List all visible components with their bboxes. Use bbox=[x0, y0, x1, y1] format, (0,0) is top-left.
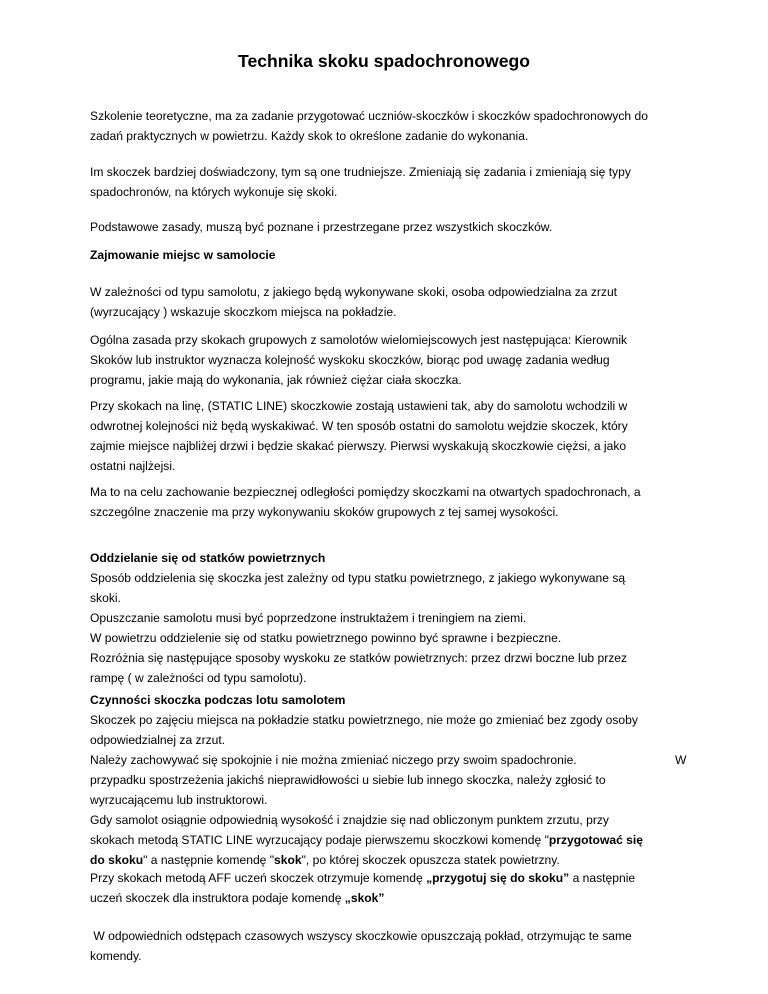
text-line: Ogólna zasada przy skokach grupowych z samolotów wielomiejscowych jest następująca: Kierownik bbox=[90, 333, 628, 347]
text-line: Gdy samolot osiągnie odpowiednią wysokość i znajdzie się nad obliczonym punktem zrzutu, przy bbox=[90, 813, 609, 827]
text-line: komendy. bbox=[90, 949, 142, 963]
text-line: odpowiedzialnej za zrzut. bbox=[90, 733, 226, 747]
text-fragment: a następnie bbox=[569, 871, 636, 885]
text-line: Opuszczanie samolotu musi być poprzedzone instruktażem i treningiem na ziemi. bbox=[90, 611, 527, 625]
text-line: Przy skokach na linę, (STATIC LINE) skoczkowie zostają ustawieni tak, aby do samolotu wchodzili w bbox=[90, 399, 628, 413]
text-line bbox=[90, 868, 690, 888]
text-line: Im skoczek bardziej doświadczony, tym są one trudniejsze. Zmieniają się zadania i zmieniają się typy bbox=[90, 165, 631, 179]
text-line bbox=[90, 750, 690, 770]
text-line: spadochronów, na których wykonuje się skoki. bbox=[90, 185, 338, 199]
text-line: programu, jakie mają do wykonania, jak również ciężar ciała skoczka. bbox=[90, 373, 462, 387]
text-fragment: Przy skokach metodą AFF uczeń skoczek otrzymuje komendę bbox=[90, 871, 427, 885]
command-aff-prepare: „przygotuj się do skoku” bbox=[426, 871, 570, 885]
text-line: zajmie miejsce najbliżej drzwi i będzie skakać pierwszy. Pierwsi wyskakują skoczkowie ciężsi, a jako bbox=[90, 439, 627, 453]
seating-paragraph-1 bbox=[90, 282, 690, 322]
seating-paragraph-4 bbox=[90, 482, 690, 522]
text-line: zadań praktycznych w powietrzu. Każdy skok to określone zadanie do wykonania. bbox=[90, 129, 529, 143]
text-line: Skoków lub instruktor wyznacza kolejność wyskoku skoczków, biorąc pod uwagę zadania według bbox=[90, 353, 610, 367]
text-line: Rozróżnia się następujące sposoby wyskoku ze statków powietrznych: przez drzwi boczne lub przez bbox=[90, 651, 628, 665]
text-line: Szkolenie teoretyczne, ma za zadanie przygotować uczniów-skoczków i skoczków spadochronowych do bbox=[90, 109, 648, 123]
command-aff-jump: „skok” bbox=[344, 891, 385, 905]
section-heading-seating: Zajmowanie miejsc w samolocie bbox=[90, 248, 276, 262]
intro-paragraph-3 bbox=[90, 217, 690, 237]
text-line: ostatni najlżejsi. bbox=[90, 459, 176, 473]
text-line: Podstawowe zasady, muszą być poznane i przestrzegane przez wszystkich skoczków. bbox=[90, 220, 553, 234]
flight-section bbox=[90, 690, 690, 870]
text-line bbox=[90, 888, 690, 908]
text-fragment: uczeń skoczek dla instruktora podaje komendę bbox=[90, 891, 345, 905]
text-line: Skoczek po zajęciu miejsca na pokładzie statku powietrznego, nie może go zmieniać bez zgody osoby bbox=[90, 713, 638, 727]
text-line: rampę ( w zależności od typu samolotu). bbox=[90, 671, 307, 685]
section-heading-flight: Czynności skoczka podczas lotu samolotem bbox=[90, 693, 346, 707]
text-line: W powietrzu oddzielenie się od statku powietrznego powinno być sprawne i bezpieczne. bbox=[90, 631, 562, 645]
document-title: Technika skoku spadochronowego bbox=[238, 51, 530, 71]
text-line bbox=[90, 850, 690, 870]
intro-paragraph-1 bbox=[90, 106, 690, 146]
section-heading-separation: Oddzielanie się od statków powietrznych bbox=[90, 551, 326, 565]
text-line: skoki. bbox=[90, 591, 121, 605]
command-prepare: przygotować się bbox=[548, 833, 643, 847]
text-line: Ma to na celu zachowanie bezpiecznej odległości pomiędzy skoczkami na otwartych spadochronach, a bbox=[90, 485, 641, 499]
aff-paragraph bbox=[90, 868, 690, 908]
text-line: odwrotnej kolejności niż będą wyskakiwać. W ten sposób ostatni do samolotu wejdzie skoczek, który bbox=[90, 419, 628, 433]
text-line: (wyrzucający ) wskazuje skoczkom miejsca na pokładzie. bbox=[90, 305, 397, 319]
text-fragment: W bbox=[675, 753, 687, 767]
seating-paragraph-3 bbox=[90, 396, 690, 476]
final-paragraph bbox=[90, 926, 690, 966]
text-line: przypadku spostrzeżenia jakichś nieprawidłowości u siebie lub innego skoczka, należy zgłosić to bbox=[90, 773, 606, 787]
text-line: W odpowiednich odstępach czasowych wszyscy skoczkowie opuszczają pokład, otrzymując te same bbox=[90, 929, 632, 943]
text-line: Sposób oddzielenia się skoczka jest zależny od typu statku powietrznego, z jakiego wykonywane są bbox=[90, 571, 626, 585]
seating-paragraph-2 bbox=[90, 330, 690, 390]
text-line: W zależności od typu samolotu, z jakiego będą wykonywane skoki, osoba odpowiedzialna za zrzut bbox=[90, 285, 618, 299]
text-line: wyrzucającemu lub instruktorowi. bbox=[90, 793, 268, 807]
command-jump: skok bbox=[274, 853, 302, 867]
command-prepare-cont: do skoku bbox=[90, 853, 144, 867]
text-fragment: skokach metodą STATIC LINE wyrzucający podaje pierwszemu skoczkowi komendę " bbox=[90, 833, 549, 847]
text-line: szczególne znaczenie ma przy wykonywaniu skoków grupowych z tej samej wysokości. bbox=[90, 505, 559, 519]
text-fragment: " a następnie komendę " bbox=[143, 853, 275, 867]
text-fragment: Należy zachowywać się spokojnie i nie można zmieniać niczego przy swoim spadochronie. bbox=[90, 753, 577, 767]
separation-section bbox=[90, 548, 690, 688]
intro-paragraph-2 bbox=[90, 162, 690, 202]
text-fragment: ", po której skoczek opuszcza statek powietrzny. bbox=[301, 853, 560, 867]
text-line bbox=[90, 830, 690, 850]
